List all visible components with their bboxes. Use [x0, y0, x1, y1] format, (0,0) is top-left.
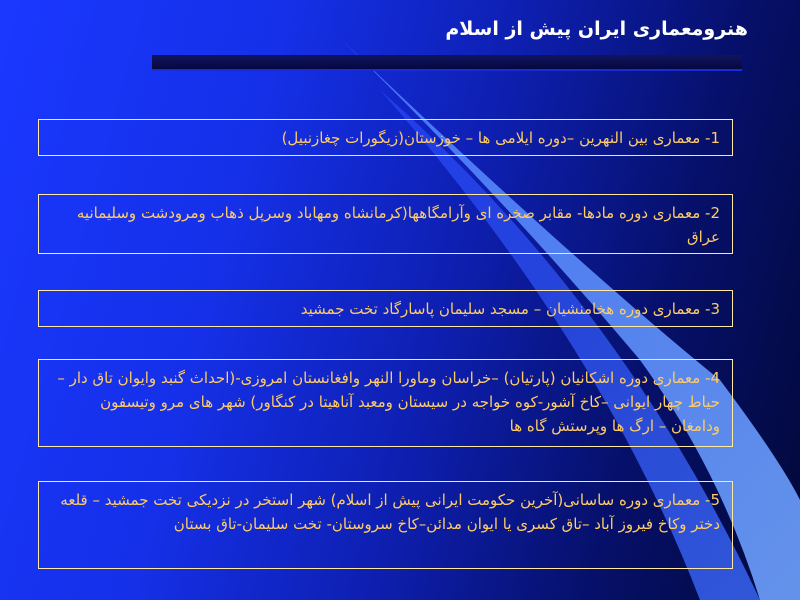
list-item-5: 5- معماری دوره ساسانی(آخرین حکومت ایرانی پیش از اسلام) شهر استخر در نزدیکی تخت جمشید – قلعه دختر وکاخ فیروز آباد –تاق کسری یا ایوان مدائن–کاخ سروستان- تخت سلیمان-تاق بستان — [38, 481, 733, 569]
slide-title: هنرومعماری ایران پیش از اسلام — [445, 18, 748, 40]
list-item-3: 3- معماری دوره هخامنشیان – مسجد سلیمان پاسارگاد تخت جمشید — [38, 290, 733, 327]
list-item-2: 2- معماری دوره مادها- مقابر صخره ای وآرامگاهها(کرمانشاه ومهاباد وسرپل ذهاب ومرودشت وسلیمانیه عراق — [38, 194, 733, 254]
list-item-4: 4- معماری دوره اشکانیان (پارتیان) –خراسان وماورا النهر وافغانستان امروزی-(احداث گنبد وایوان تاق دار –حیاط چهار ایوانی –کاخ آشور-کوه خواجه در سیستان ومعبد آناهیتا در کنگاور) شهر های مرو وتیسفون ودامغان – ارگ ها وپرستش گاه ها — [38, 359, 733, 447]
title-underline-bar — [152, 55, 742, 71]
list-item-1: 1- معماری بین النهرین –دوره ایلامی ها – خوزستان(زیگورات چغازنبیل) — [38, 119, 733, 156]
